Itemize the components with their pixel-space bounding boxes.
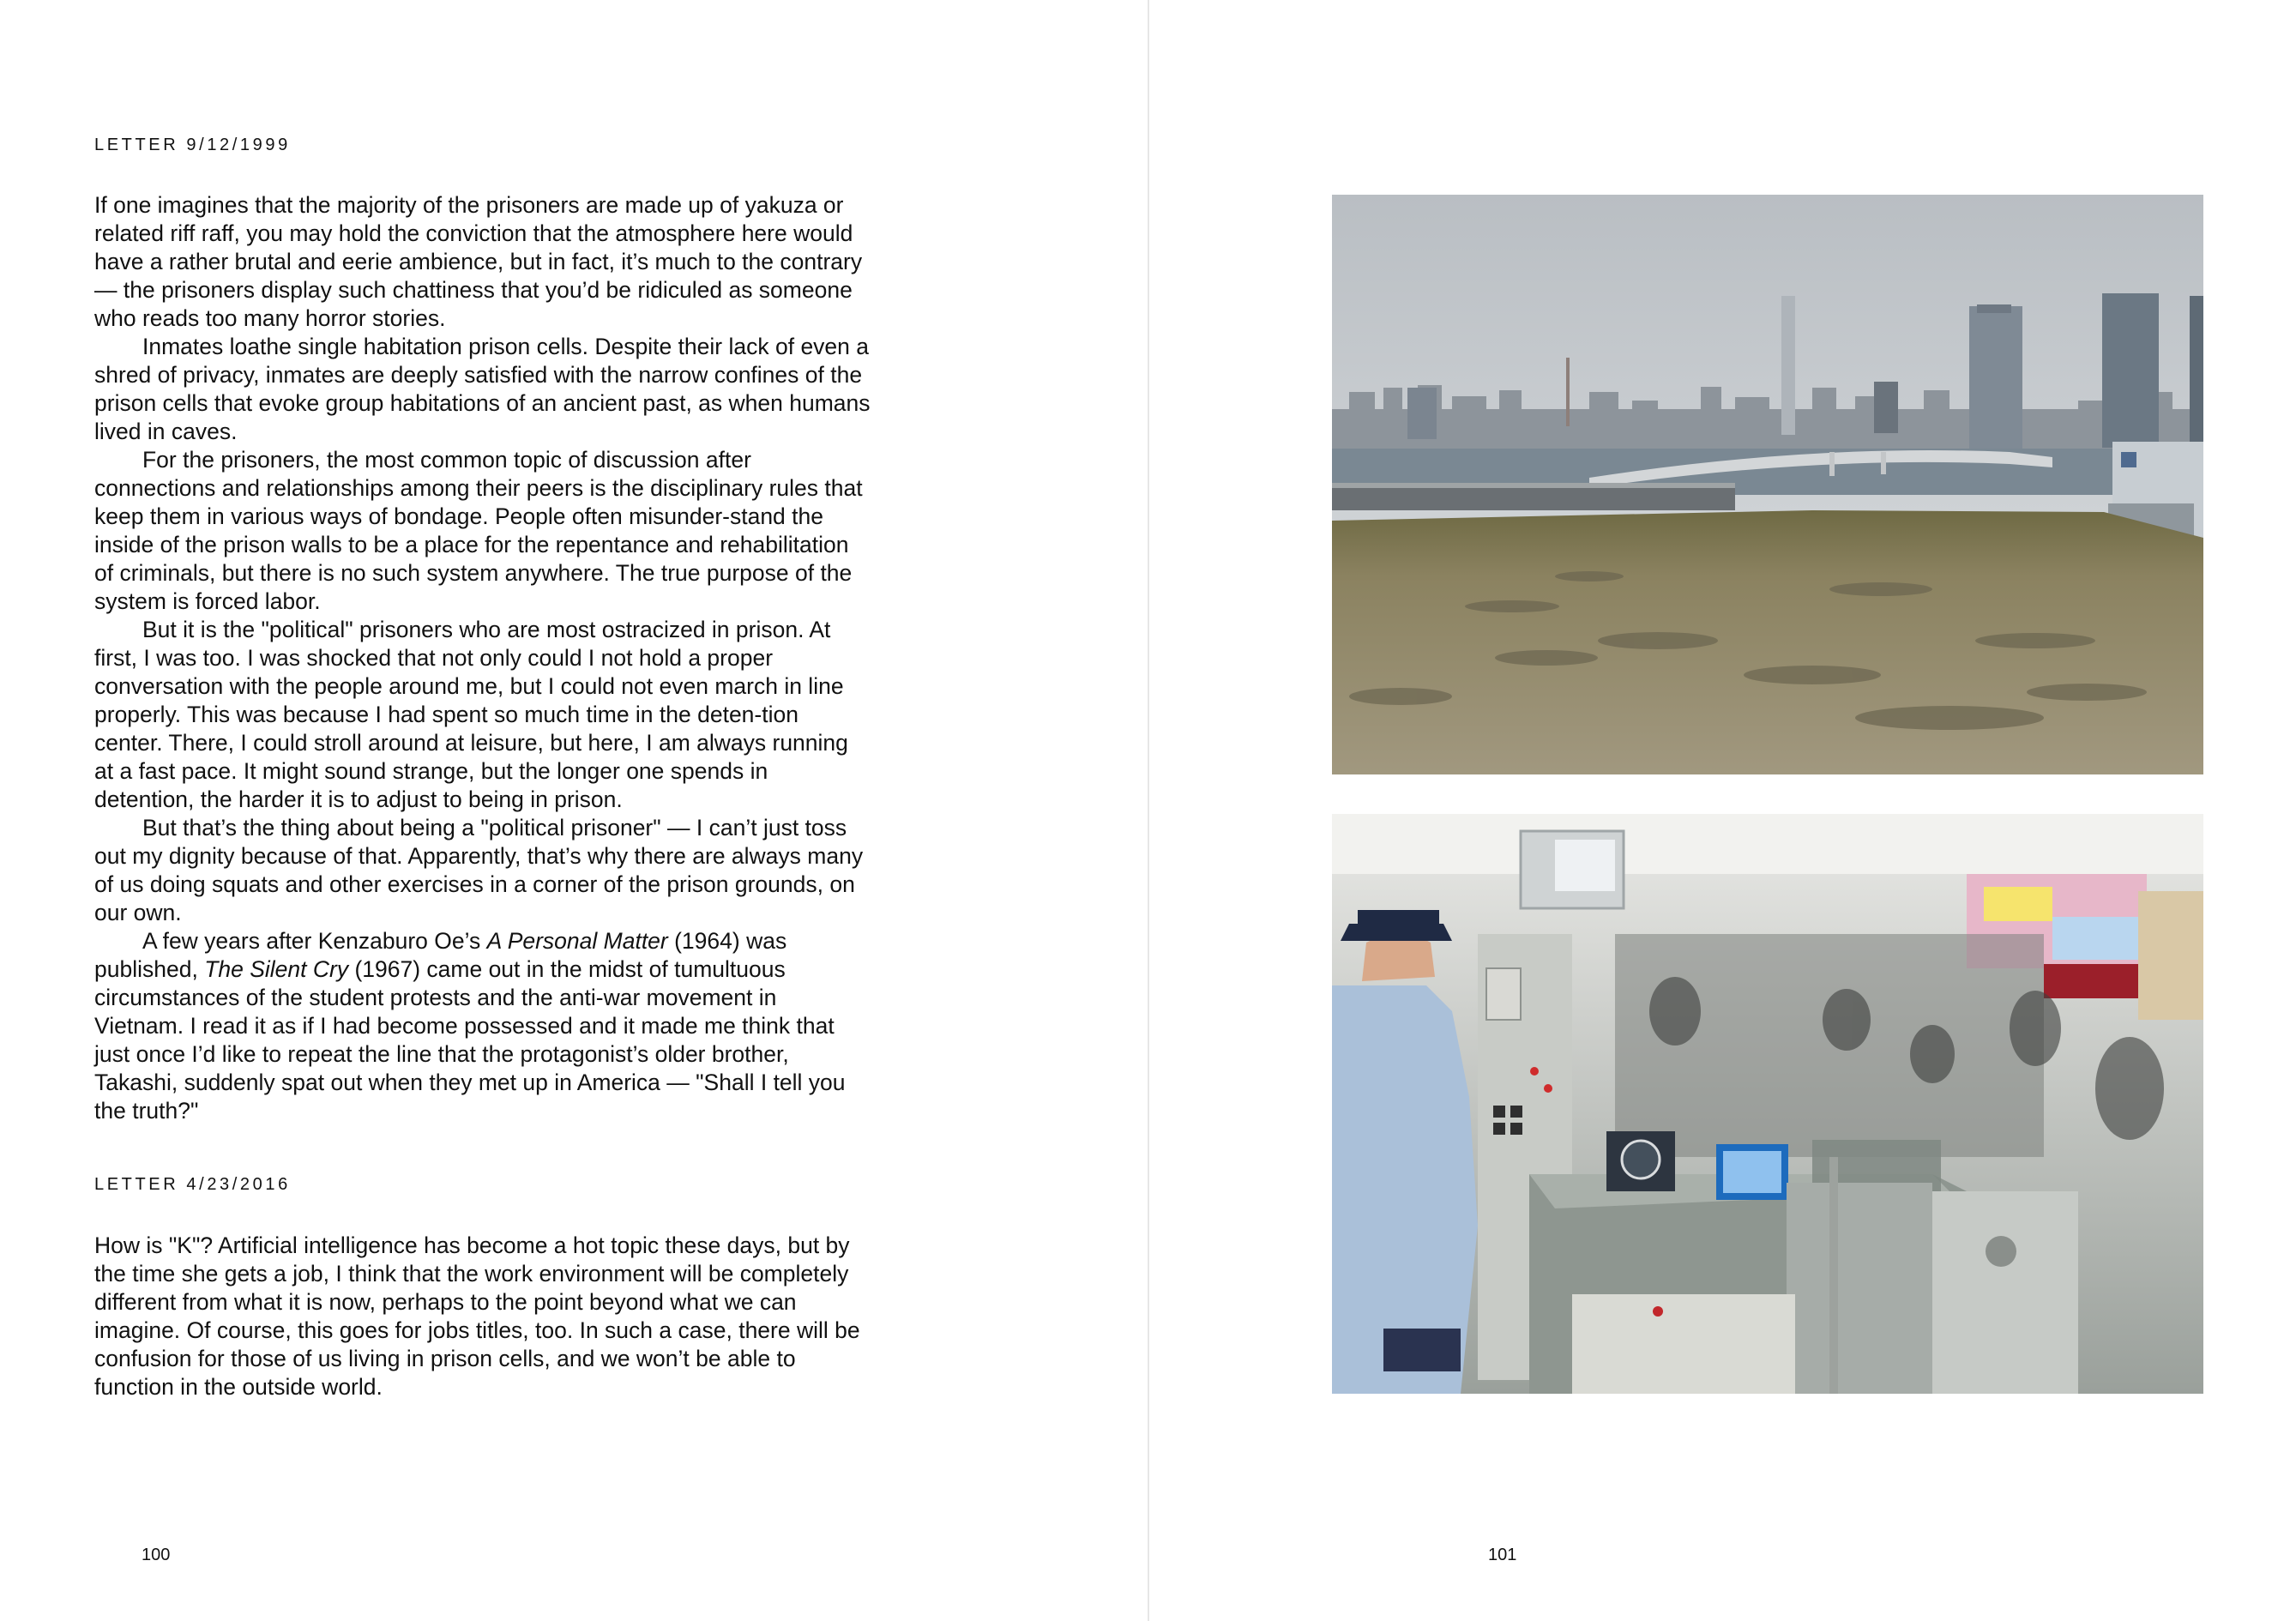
- letter-heading: LETTER 4/23/2016: [94, 1175, 291, 1194]
- skyline-photo: [1332, 195, 2203, 774]
- letter-paragraph: [94, 616, 871, 814]
- letter-body: [94, 1232, 871, 1401]
- paragraph-text: Inmates loathe single habitation prison cells. Despite their lack of even a shred of privacy, inmates are deeply satisfied with the narrow confines of the prison cells that evoke group habitations of an ancient past, as when humans lived in caves.: [94, 334, 871, 444]
- right-page: [1149, 0, 2296, 1621]
- letter-paragraph: [94, 446, 871, 616]
- letter-paragraph: [94, 1232, 871, 1401]
- page-number: 101: [1488, 1546, 1517, 1564]
- letter-paragraph: [94, 191, 871, 333]
- paragraph-text: A few years after Kenzaburo Oe’s: [142, 928, 487, 954]
- book-title: The Silent Cry: [204, 956, 349, 982]
- letter-body: [94, 191, 871, 1125]
- letter-heading: LETTER 9/12/1999: [94, 136, 291, 154]
- paragraph-text: For the prisoners, the most common topic of discussion after connections and relationships among their peers is the disciplinary rules that keep them in various ways of bondage. People often misunder-stand the inside of the prison walls to be a place for the repentance and rehabilitation of criminals, but there is no such system anywhere. The true purpose of the system is forced labor.: [94, 447, 863, 614]
- letter-paragraph: [94, 927, 871, 1125]
- paragraph-text: If one imagines that the majority of the prisoners are made up of yakuza or related riff raff, you may hold the conviction that the atmosphere here would have a rather brutal and eerie ambience, but in fact, it’s much to the contrary — the prisoners display such chattiness that you’d be ridiculed as someone who reads too many horror stories.: [94, 192, 863, 331]
- paragraph-text: But it is the "political" prisoners who are most ostracized in prison. At first, I was too. I was shocked that not only could I not hold a proper conversation with the people around me, but I could not even march in line properly. This was because I had spent so much time in the deten-tion center. There, I could stroll around at leisure, but here, I am always running at a fast pace. It might sound strange, but the longer one spends in detention, the harder it is to adjust to being in prison.: [94, 617, 848, 812]
- train-cab-photo: [1332, 814, 2203, 1394]
- letter-paragraph: [94, 333, 871, 446]
- paragraph-text: (1967) came out in the midst of tumultuous circumstances of the student protests and the anti-war movement in Vietnam. I read it as if I had become possessed and it made me think that just once I’d like to repeat the line that the protagonist’s older brother, Takashi, suddenly spat out when they met up in America — "Shall I tell you the truth?": [94, 956, 846, 1124]
- letter-paragraph: [94, 814, 871, 927]
- paragraph-text: But that’s the thing about being a "political prisoner" — I can’t just toss out my dignity because of that. Apparently, that’s why there are always many of us doing squats and other exercises in a corner of the prison grounds, on our own.: [94, 815, 864, 925]
- book-title: A Personal Matter: [486, 928, 668, 954]
- page-number: 100: [142, 1546, 171, 1564]
- paragraph-text: (1964) was published,: [94, 928, 787, 982]
- paragraph-text: How is "K"? Artificial intelligence has become a hot topic these days, but by the time she gets a job, I think that the work environment will be completely different from what it is now, perhaps to the point beyond what we can imagine. Of course, this goes for jobs titles, too. In such a case, there will be confusion for those of us living in prison cells, and we won’t be able to function in the outside world.: [94, 1232, 860, 1400]
